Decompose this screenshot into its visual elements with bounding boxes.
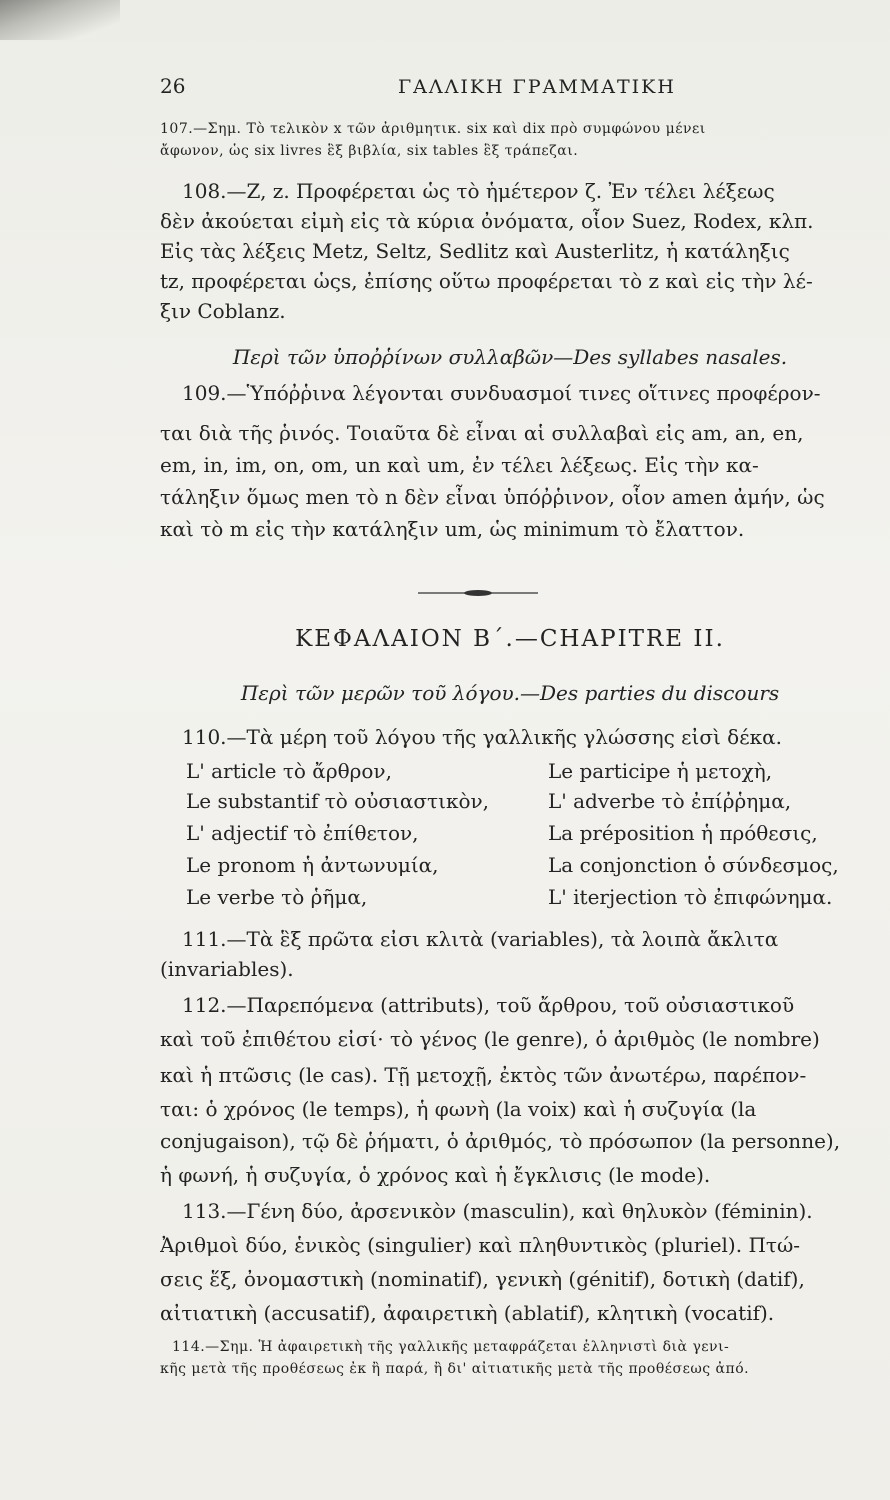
paragraph-line: αἰτιατικὴ (accusatif), ἀφαιρετικὴ (ablatif), κλητικὴ (vocatif).: [160, 1301, 775, 1325]
paragraph-line: ξιν Coblanz.: [160, 299, 286, 323]
page-header: [160, 74, 860, 104]
parts-left-item: Le substantif τὸ οὐσιαστικὸν,: [186, 789, 489, 813]
section-heading: Περὶ τῶν ὑποῤῥίνων συλλαβῶν—Des syllabes nasales.: [232, 345, 788, 369]
paragraph-line: 113.—Γένη δύο, ἀρσενικὸν (masculin), καὶ θηλυκὸν (féminin).: [182, 1199, 813, 1223]
paragraph-line: ἡ φωνή, ἡ συζυγία, ὁ χρόνος καὶ ἡ ἔγκλισις (le mode).: [160, 1163, 711, 1187]
paragraph-line: Εἰς τὰς λέξεις Metz, Seltz, Sedlitz καὶ Austerlitz, ἡ κατάληξις: [160, 239, 790, 263]
ornament-divider: [418, 589, 538, 597]
chapter-title: ΚΕΦΑΛΑΙΟΝ Β΄.—CHAPITRE II.: [295, 626, 725, 652]
paragraph-line: 108.—Z, z. Προφέρεται ὡς τὸ ἡμέτερον ζ. Ἐν τέλει λέξεως: [182, 179, 775, 203]
paragraph-line: (invariables).: [160, 957, 294, 981]
parts-right-item: L' iterjection τὸ ἐπιφώνημα.: [548, 885, 833, 909]
page-number: 26: [160, 74, 186, 98]
paragraph-line: καὶ τοῦ ἐπιθέτου εἰσί· τὸ γένος (le genre), ὁ ἀριθμὸς (le nombre): [160, 1027, 820, 1051]
paragraph-line: σεις ἕξ, ὀνομαστικὴ (nominatif), γενικὴ (génitif), δοτικὴ (datif),: [160, 1267, 805, 1291]
note-line: κῆς μετὰ τῆς προθέσεως ἐκ ἢ παρά, ἢ δι' αἰτιατικῆς μετὰ τῆς προθέσεως ἀπό.: [160, 1361, 750, 1377]
paragraph-line: 111.—Τὰ ἓξ πρῶτα εἰσι κλιτὰ (variables), τὰ λοιπὰ ἄκλιτα: [182, 927, 779, 951]
paragraph-line: ται διὰ τῆς ῥινός. Τοιαῦτα δὲ εἶναι αἱ συλλαβαὶ εἰς am, an, en,: [160, 421, 804, 445]
paragraph-line: em, in, im, on, om, un καὶ um, ἐν τέλει λέξεως. Εἰς τὴν κα-: [160, 453, 759, 477]
paragraph-line: Ἀριθμοὶ δύο, ἑνικὸς (singulier) καὶ πληθυντικὸς (pluriel). Πτώ-: [160, 1233, 801, 1257]
paragraph-line: ται: ὁ χρόνος (le temps), ἡ φωνὴ (la voix) καὶ ἡ συζυγία (la: [160, 1097, 757, 1121]
paragraph-line: 109.—Ὑπόῤῥινα λέγονται συνδυασμοί τινες οἵτινες προφέρον-: [182, 381, 821, 405]
paragraph-line: tz, προφέρεται ὡςs, ἐπίσης οὕτω προφέρεται τὸ z καὶ εἰς τὴν λέ-: [160, 269, 813, 293]
parts-left-item: Le verbe τὸ ῥῆμα,: [186, 885, 368, 909]
running-title: ΓΑΛΛΙΚΗ ΓΡΑΜΜΑΤΙΚΗ: [398, 76, 676, 98]
note-line: 107.—Σημ. Τὸ τελικὸν x τῶν ἀριθμητικ. six καὶ dix πρὸ συμφώνου μένει: [160, 121, 706, 137]
parts-left-item: L' adjectif τὸ ἐπίθετον,: [186, 821, 419, 845]
paragraph-line: καὶ ἡ πτῶσις (le cas). Τῇ μετοχῇ, ἐκτὸς τῶν ἀνωτέρω, παρέπον-: [160, 1063, 807, 1087]
paragraph-line: τάληξιν ὅμως men τὸ n δὲν εἶναι ὑπόῤῥινον, οἷον amen ἀμήν, ὡς: [160, 485, 825, 509]
note-line: 114.—Σημ. Ἡ ἀφαιρετικὴ τῆς γαλλικῆς μεταφράζεται ἑλληνιστὶ διὰ γενι-: [172, 1339, 730, 1355]
parts-right-item: L' adverbe τὸ ἐπίῤῥημα,: [548, 789, 792, 813]
parts-right-item: La préposition ἡ πρόθεσις,: [548, 821, 818, 845]
page-corner-shadow: [0, 0, 120, 40]
paragraph-line: καὶ τὸ m εἰς τὴν κατάληξιν um, ὡς minimum τὸ ἔλαττον.: [160, 517, 745, 541]
paragraph-line: 110.—Τὰ μέρη τοῦ λόγου τῆς γαλλικῆς γλώσσης εἰσὶ δέκα.: [182, 725, 782, 749]
paragraph-line: 112.—Παρεπόμενα (attributs), τοῦ ἄρθρου, τοῦ οὐσιαστικοῦ: [182, 993, 795, 1017]
parts-left-item: Le pronom ἡ ἀντωνυμία,: [186, 853, 439, 877]
note-line: ἄφωνον, ὡς six livres ἓξ βιβλία, six tables ἓξ τράπεζαι.: [160, 143, 579, 159]
parts-right-item: Le participe ἡ μετοχὴ,: [548, 759, 773, 783]
parts-right-item: La conjonction ὁ σύνδεσμος,: [548, 853, 839, 877]
paragraph-line: conjugaison), τῷ δὲ ῥήματι, ὁ ἀριθμός, τὸ πρόσωπον (la personne),: [160, 1129, 841, 1153]
paragraph-line: δὲν ἀκούεται εἰμὴ εἰς τὰ κύρια ὀνόματα, οἷον Suez, Rodex, κλπ.: [160, 209, 814, 233]
chapter-subtitle: Περὶ τῶν μερῶν τοῦ λόγου.—Des parties du discours: [240, 681, 780, 705]
parts-left-item: L' article τὸ ἄρθρον,: [186, 759, 392, 783]
